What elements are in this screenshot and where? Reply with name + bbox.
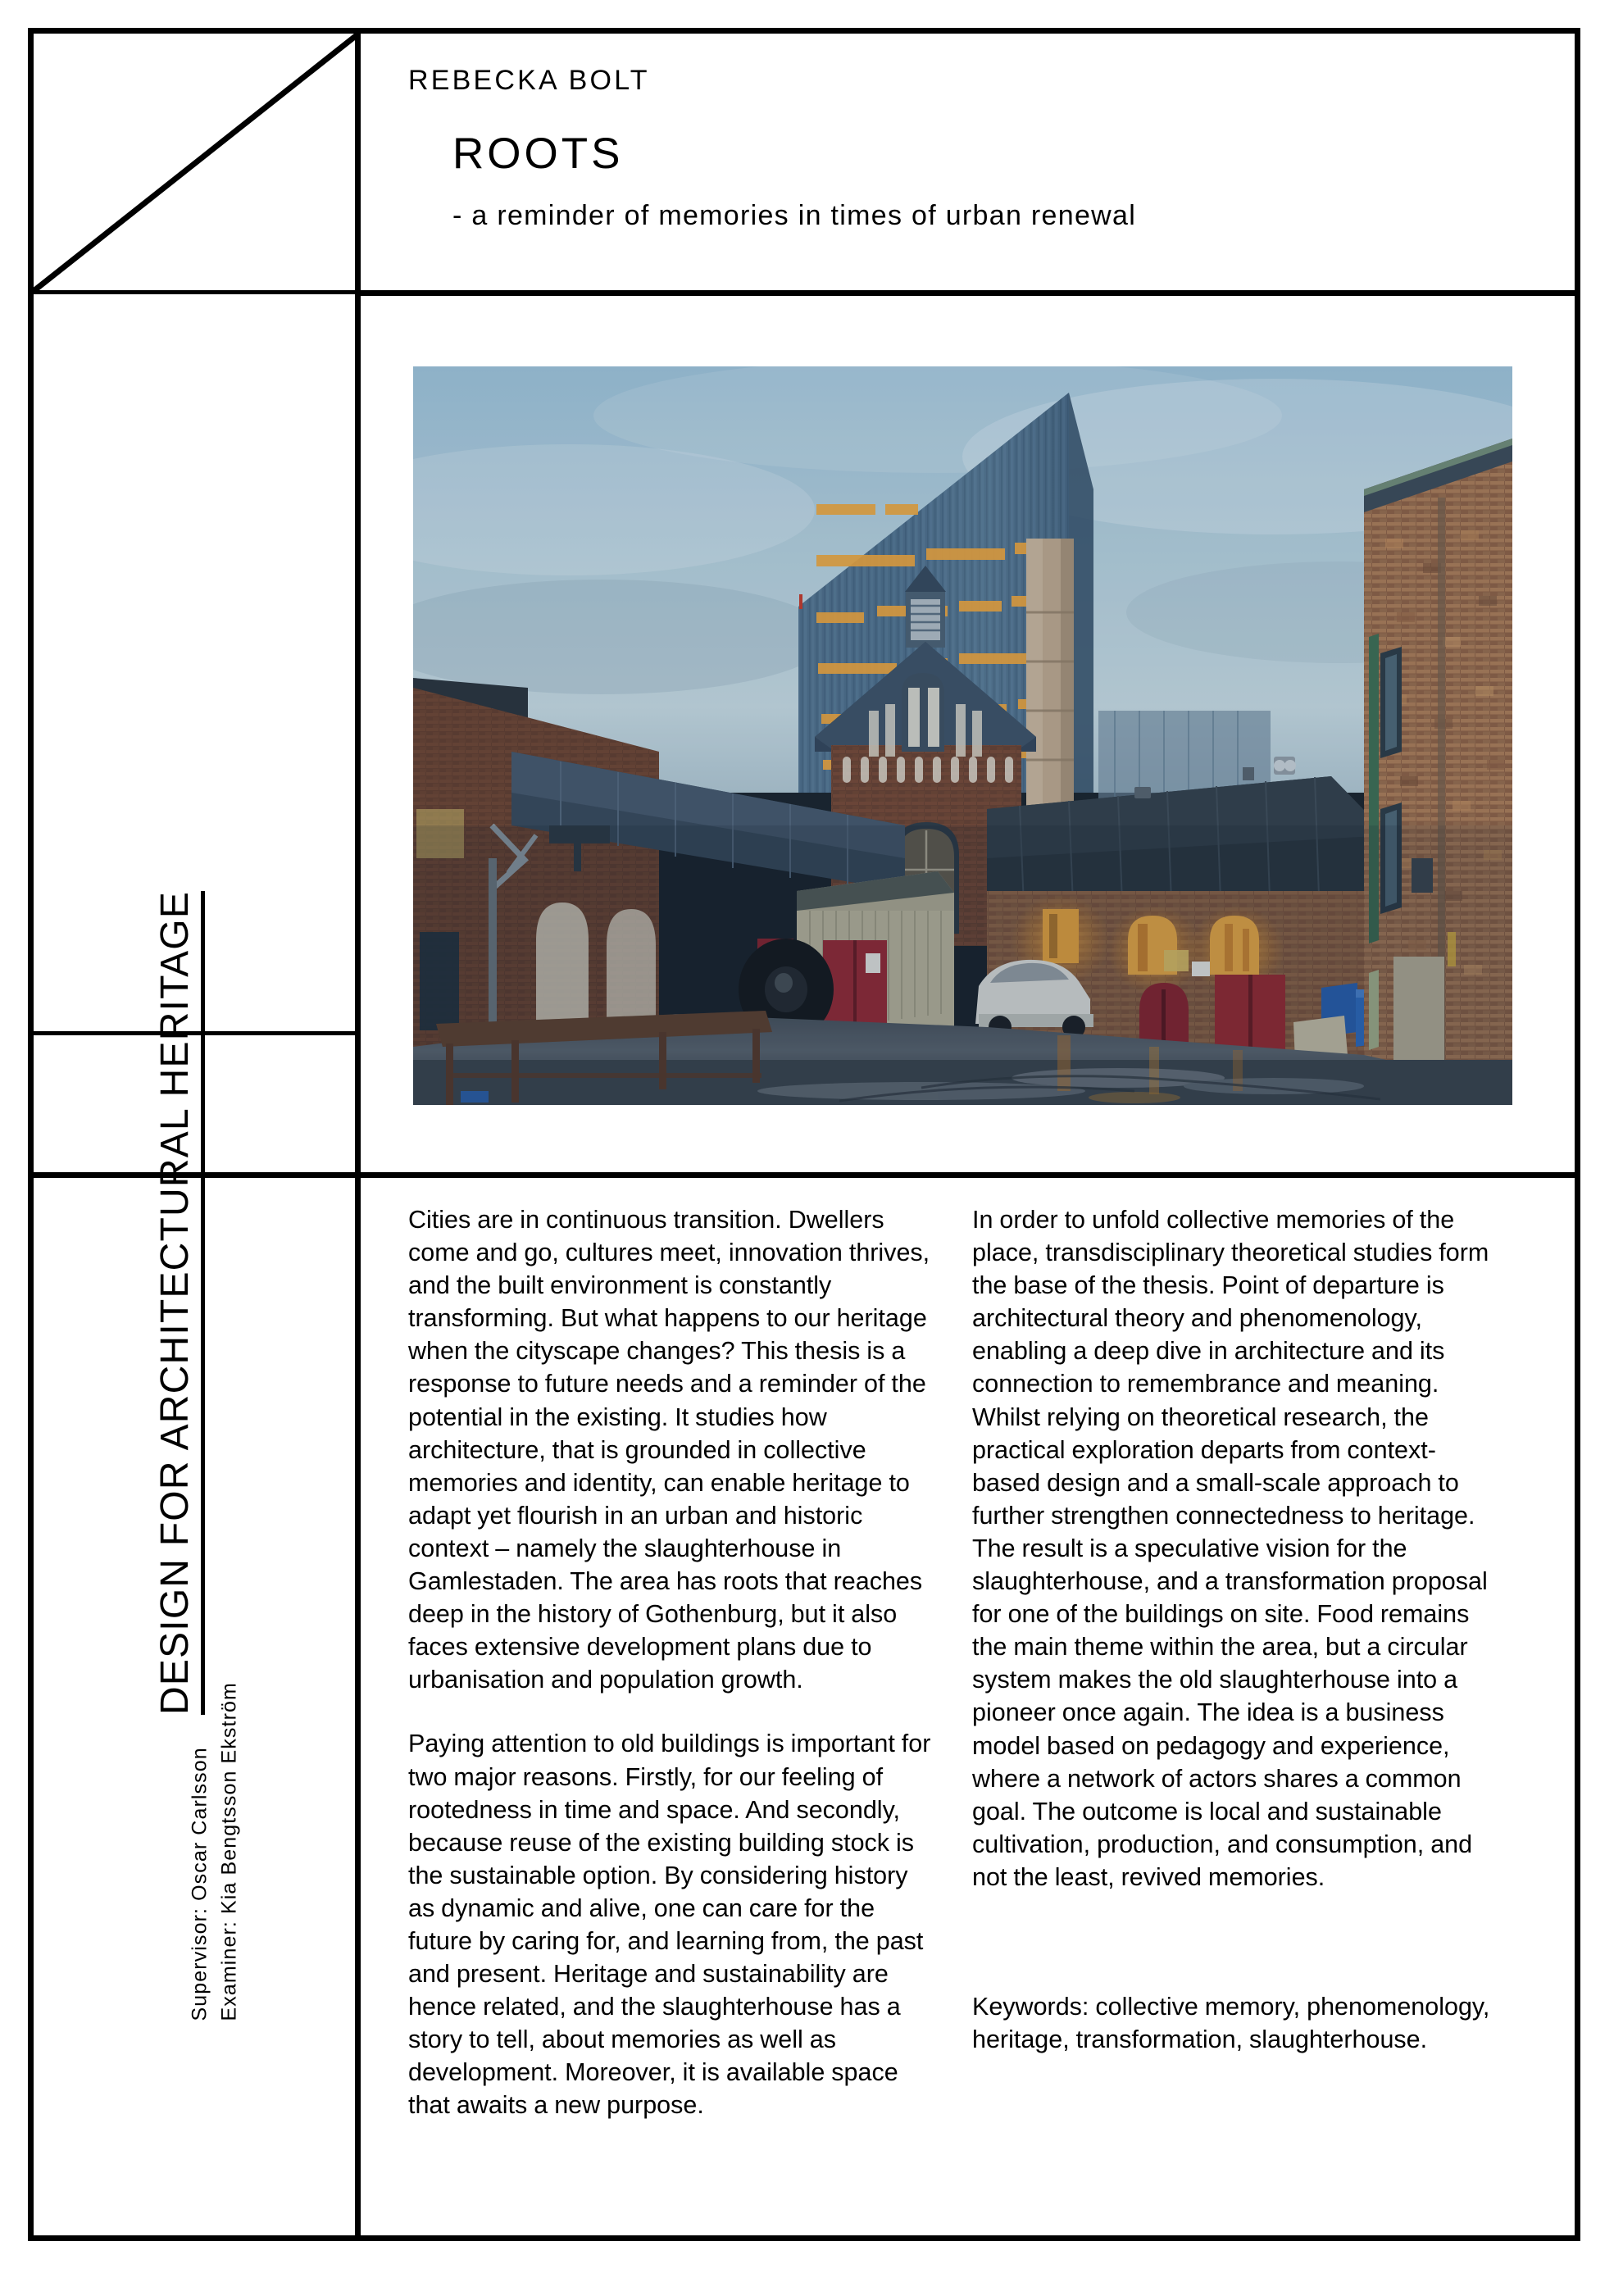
frame-border-right — [1575, 28, 1580, 2241]
abstract-column-left — [408, 1203, 934, 2122]
frame-border-left — [28, 28, 34, 2241]
abstract-column-right — [972, 1203, 1498, 2122]
abstract-paragraph: Cities are in continuous transition. Dwellers come and go, cultures meet, innovation thrives, and the built environment is constantly transforming. But what happens to our heritage when the cityscape changes? This thesis is a response to future needs and a reminder of the potential in the existing. It studies how architecture, that is grounded in collective memories and identity, can enable heritage to adapt yet flourish in an urban and historic context – namely the slaughterhouse in Gamlestaden. The area has roots that reaches deep in the history of Gothenburg, but it also faces extensive development plans due to urbanisation and population growth. — [408, 1206, 930, 1694]
spine-column-divider-lower — [355, 1172, 361, 2241]
programme-heading-label: DESIGN FOR ARCHITECTURAL HERITAGE — [152, 891, 205, 1715]
title-block — [408, 66, 1556, 232]
abstract-body — [408, 1203, 1556, 2122]
page-title: ROOTS — [452, 130, 624, 179]
examiner-label: Examiner: Kia Bengtsson Ekström — [217, 1682, 240, 2021]
abstract-paragraph: Paying attention to old buildings is important for two major reasons. Firstly, for our feeling of rootedness in time and space. And secondly, because reuse of the existing building stock is the sustainable option. By considering history as dynamic and alive, one can care for the future by caring for, and learning from, the past and present. Heritage and sustainability are hence related, and the slaughterhouse has a story to tell, about memories as well as development. Moreover, it is available space that awaits a new purpose. — [408, 1730, 931, 2120]
main-horizontal-divider — [28, 1172, 1580, 1178]
supervisor-label: Supervisor: Oscar Carlsson — [188, 1747, 211, 2021]
abstract-paragraph: In order to unfold collective memories of the place, transdisciplinary theoretical studies form the base of the thesis. Point of departure is architectural theory and phenomenology, enabling a deep dive in architecture and its connection to remembrance and meaning. Whilst relying on theoretical research, the practical exploration departs from context-based design and a small-scale approach to further strengthen connectedness to heritage. The result is a speculative vision for the slaughterhouse, and a transformation proposal for one of the buildings on site. Food remains the main theme within the area, but a circular system makes the old slaughterhouse into a pioneer once again. The idea is a business model based on pedagogy and experience, where a network of actors shares a common goal. The outcome is local and sustainable cultivation, production, and consumption, and not the least, revived memories. — [972, 1206, 1489, 1891]
page-subtitle: - a reminder of memories in times of urban renewal — [452, 199, 1137, 231]
cover-photograph — [413, 366, 1512, 1105]
frame-border-bottom — [28, 2235, 1580, 2241]
frame-border-top — [28, 28, 1580, 34]
diagonal-slash-icon — [34, 34, 358, 293]
keywords-line: Keywords: collective memory, phenomenology, heritage, transformation, slaughterhouse. — [972, 1992, 1490, 2054]
author-name: REBECKA BOLT — [408, 65, 650, 96]
credits-block — [186, 1480, 244, 2021]
title-block-underrule — [355, 290, 1580, 296]
